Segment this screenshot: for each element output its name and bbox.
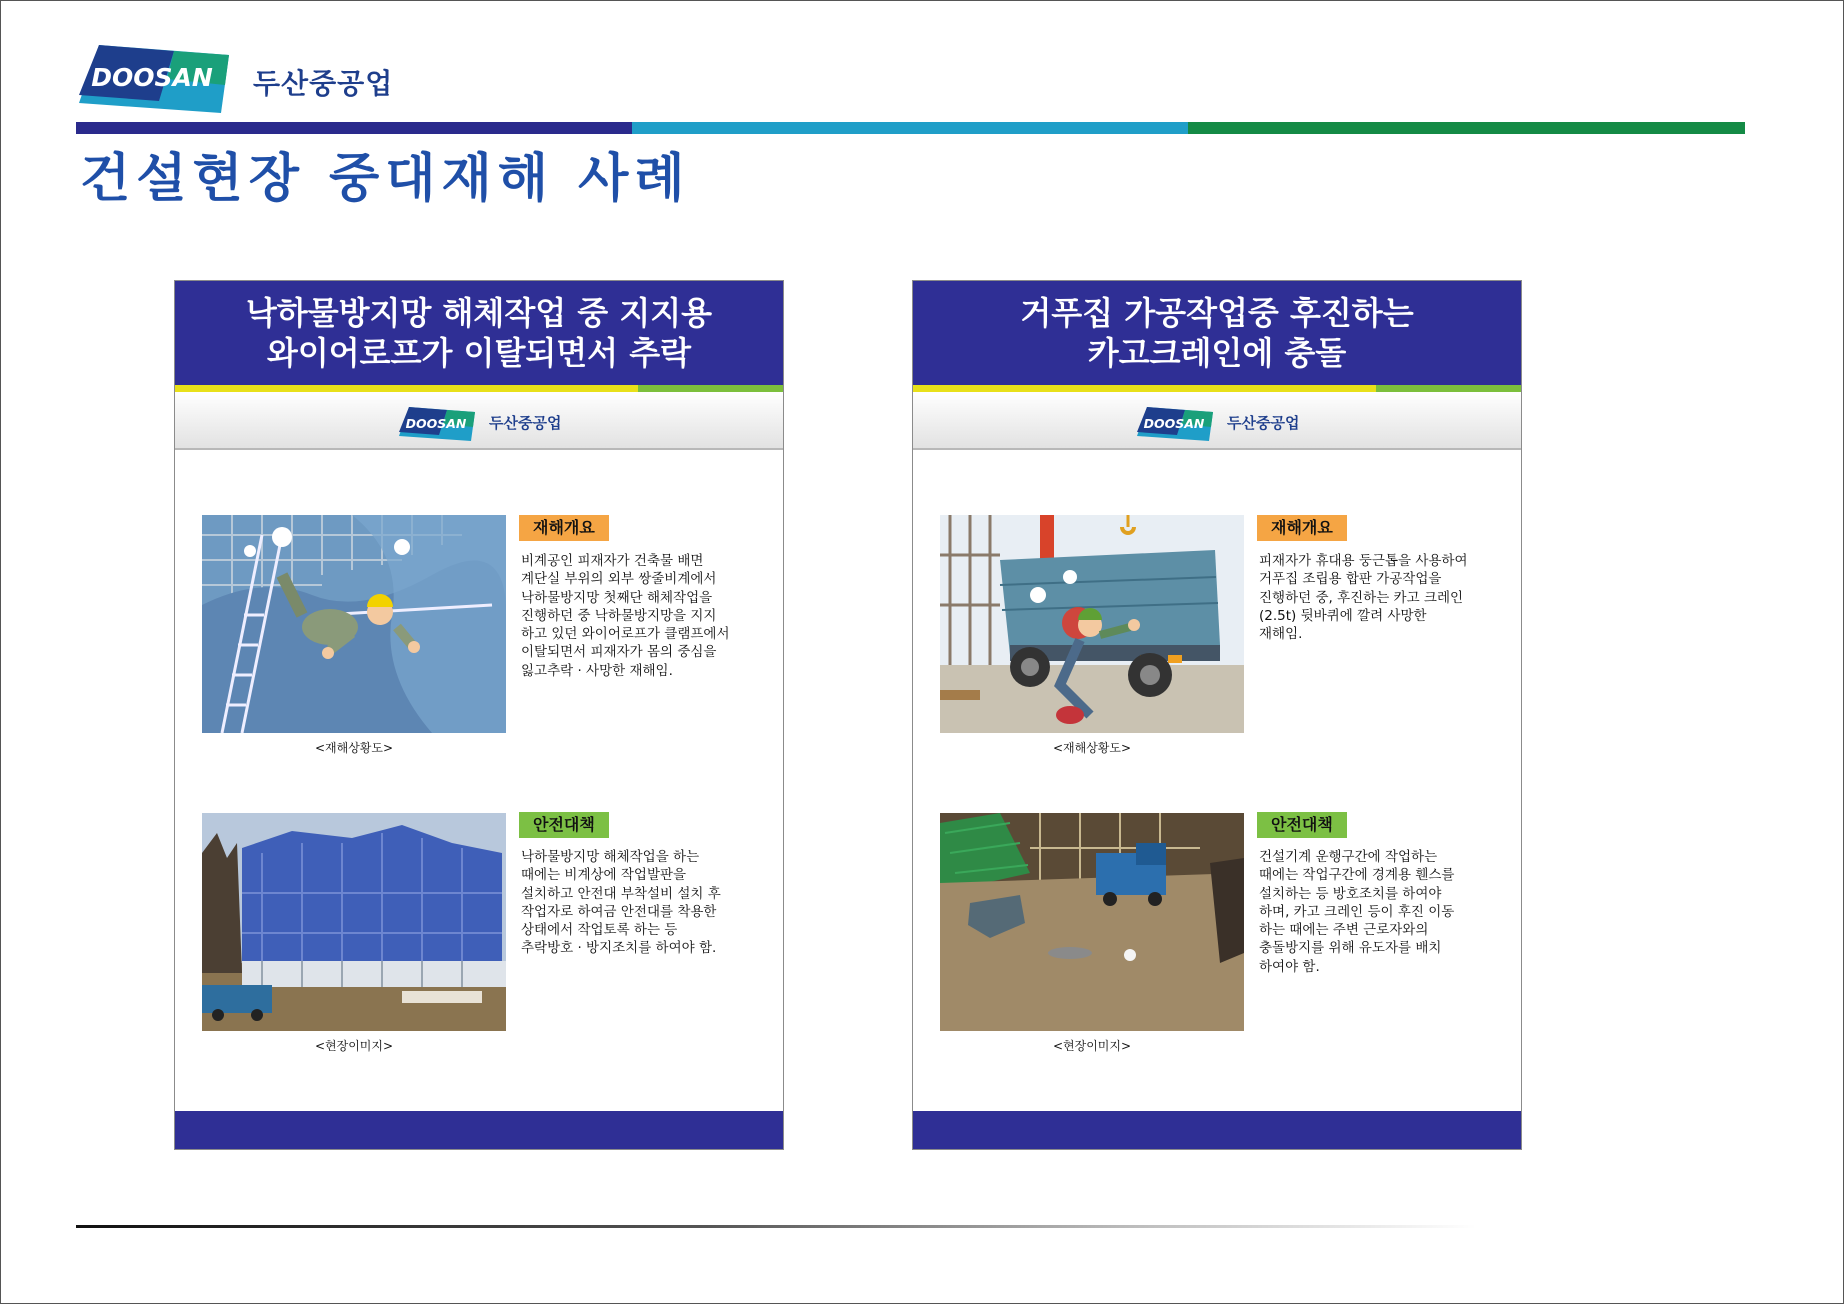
text-line: 상태에서 작업토록 하는 등 — [521, 922, 678, 939]
logo-text: DOOSAN — [91, 63, 213, 92]
brand-name: 두산중공업 — [253, 67, 394, 100]
text-line: 진행하던 중, 후진하는 카고 크레인 — [1259, 589, 1464, 606]
text-line: 잃고추락 · 사망한 재해임. — [521, 662, 673, 679]
text-line: 거푸집 조립용 합판 가공작업을 — [1259, 571, 1442, 588]
panel-footer-bar — [175, 1111, 783, 1149]
safety-text — [1259, 848, 1509, 976]
text-line: 비계공인 피재자가 건축물 배면 — [521, 553, 704, 569]
header-strip-cyan — [632, 122, 1188, 134]
text-line: 설치하고 안전대 부착설비 설치 후 — [521, 885, 721, 902]
text-line: 하고 있던 와이어로프가 클램프에서 — [521, 626, 730, 643]
text-line: 작업자로 하여금 안전대를 착용한 — [521, 903, 717, 920]
text-line: 이탈되면서 피재자가 몸의 중심을 — [521, 644, 717, 661]
image-caption: <재해상황도> — [1052, 741, 1132, 755]
overview-tag: 재해개요 — [1257, 515, 1347, 541]
doosan-logo — [79, 45, 229, 113]
panel-brand-band — [175, 392, 783, 450]
svg-text:DOOSAN: DOOSAN — [1143, 416, 1205, 431]
falling-worker-illustration — [202, 515, 506, 733]
safety-text — [521, 848, 771, 958]
text-line: (2.5t) 뒷바퀴에 깔려 사망한 — [1259, 607, 1427, 624]
text-line: 때에는 비계상에 작업발판을 — [521, 867, 687, 884]
text-line: 건설기계 운행구간에 작업하는 — [1259, 849, 1438, 865]
doosan-mini-logo — [1137, 407, 1213, 441]
accent-bar-yellow — [175, 385, 638, 392]
text-line: 낙하물방지망 첫째단 해체작업을 — [521, 589, 713, 606]
text-line: 하며, 카고 크레인 등이 후진 이동 — [1259, 903, 1455, 920]
panel-title-line: 거푸집 가공작업중 후진하는 — [1020, 294, 1414, 332]
header-strip-green — [1188, 122, 1745, 134]
accent-bar-green — [1376, 385, 1521, 392]
text-line: 재해임. — [1259, 626, 1303, 643]
panel-footer-bar — [913, 1111, 1521, 1149]
image-caption: <재해상황도> — [314, 741, 394, 755]
accent-bar-green — [638, 385, 783, 392]
panel-brand-name: 두산중공업 — [489, 414, 562, 432]
panel-title — [913, 281, 1521, 385]
text-line: 낙하물방지망 해체작업을 하는 — [521, 849, 700, 865]
text-line: 계단실 부위의 외부 쌍줄비계에서 — [521, 571, 717, 588]
overview-tag: 재해개요 — [519, 515, 609, 541]
image-caption: <현장이미지> — [314, 1039, 394, 1053]
safety-tag: 안전대책 — [1257, 812, 1347, 838]
header-strip-navy — [76, 122, 632, 134]
panel-title-line: 카고크레인에 충돌 — [1087, 334, 1347, 372]
text-line: 충돌방지를 위해 유도자를 배치 — [1259, 940, 1442, 957]
text-line: 하여야 함. — [1259, 958, 1320, 975]
text-line: 진행하던 중 낙하물방지망을 지지 — [521, 607, 717, 624]
overview-text — [521, 552, 771, 680]
text-line: 하는 때에는 주변 근로자와의 — [1259, 922, 1429, 939]
panel-title-line: 와이어로프가 이탈되면서 추락 — [266, 334, 692, 372]
case-panel-falling — [174, 280, 784, 1150]
image-caption: <현장이미지> — [1052, 1039, 1132, 1053]
doosan-mini-logo — [399, 407, 475, 441]
footer-rule — [76, 1225, 1476, 1228]
panel-brand-name: 두산중공업 — [1227, 414, 1300, 432]
case-panel-crane — [912, 280, 1522, 1150]
text-line: 피재자가 휴대용 둥근톱을 사용하여 — [1259, 553, 1468, 569]
page-title: 건설현장 중대재해 사례 — [80, 149, 691, 209]
text-line: 때에는 작업구간에 경계용 휀스를 — [1259, 867, 1455, 884]
panel-title-line: 낙하물방지망 해체작업 중 지지용 — [245, 294, 713, 332]
accent-bar-yellow — [913, 385, 1376, 392]
overview-text — [1259, 552, 1509, 643]
panel-title — [175, 281, 783, 385]
truck-collision-illustration — [940, 515, 1244, 733]
netted-building-photo — [202, 813, 506, 1031]
panel-brand-band — [913, 392, 1521, 450]
text-line: 설치하는 등 방호조치를 하여야 — [1259, 885, 1442, 902]
text-line: 추락방호 · 방지조치를 하여야 함. — [521, 940, 717, 957]
svg-text:DOOSAN: DOOSAN — [405, 416, 467, 431]
construction-site-truck-photo — [940, 813, 1244, 1031]
safety-tag: 안전대책 — [519, 812, 609, 838]
